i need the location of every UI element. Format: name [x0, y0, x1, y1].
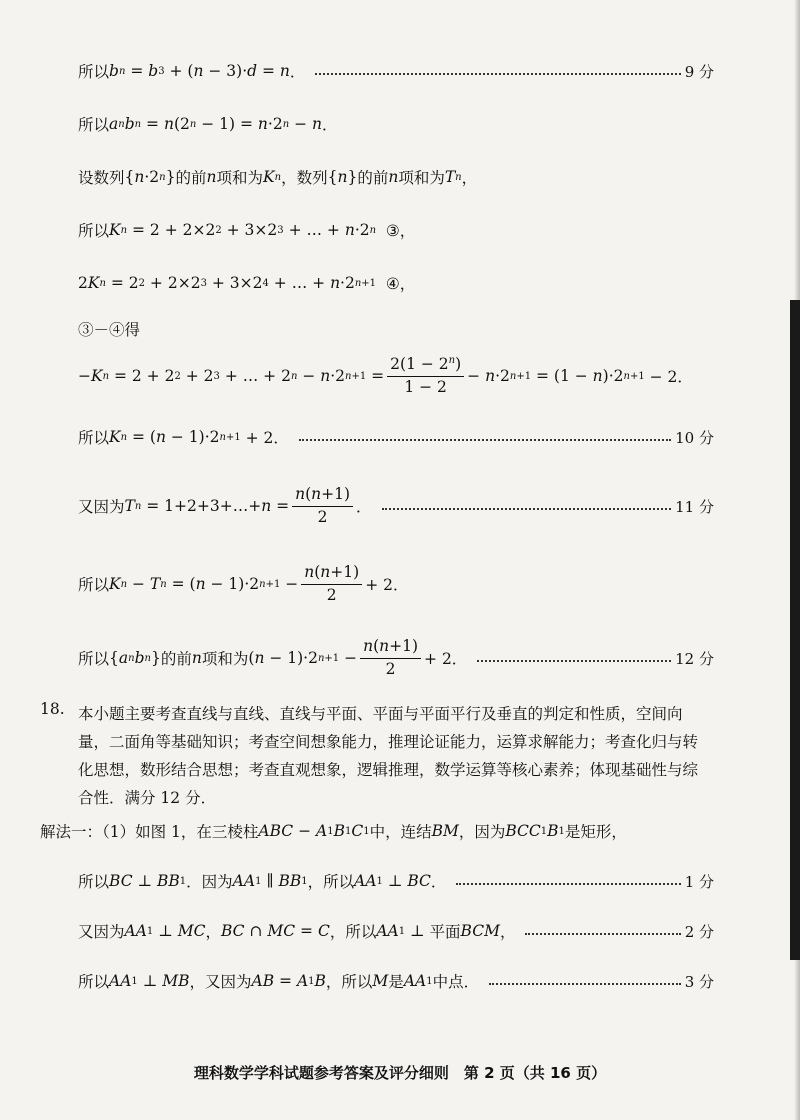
- score-12: 12 分: [675, 649, 714, 668]
- scan-edge: [790, 300, 800, 960]
- dot-leader: [382, 508, 672, 510]
- dot-leader: [525, 933, 680, 935]
- eq-final-sum: 所以 { a n b n } 的前 n 项和为 ( n − 1)·2 n+1 − $\frac{n(n+1)}{2}$ + 2． 12 分: [78, 636, 714, 678]
- fraction: $\frac{n(n+1)}{2}$: [360, 638, 421, 679]
- solution-intro: 解法一：（1）如图 1，在三棱柱 ABC − A 1 B 1 C 1 中，连结 BM ，因为 BCC 1 B 1 是矩形，: [40, 822, 627, 841]
- eq-2kn: 2 K n = 2 2 + 2×2 3 + 3×2 4 + … + n ·2 n+1 ④，: [78, 274, 416, 293]
- eq-kn-result: 所以 K n = ( n − 1)·2 n+1 + 2． 10 分: [78, 428, 714, 447]
- score-3: 3 分: [684, 972, 714, 991]
- dot-leader: [477, 660, 671, 662]
- score-1: 1 分: [684, 872, 714, 891]
- score-9: 9 分: [684, 62, 714, 81]
- score-10: 10 分: [675, 428, 714, 447]
- page-footer: 理科数学学科试题参考答案及评分细则 第 2 页（共 16 页）: [193, 1064, 607, 1082]
- solution-step-2: 又因为 AA 1 ⊥ MC ， BC ∩ MC = C ，所以 AA 1 ⊥ 平面 BCM ， 2 分: [78, 922, 714, 941]
- eq-neg-kn: − K n = 2 + 2 2 + 2 3 + … + 2 n − n ·2 n+1 = $\frac{2(1 - 2^n)}{1 - 2}$ − n ·2 n+1 = (1 − n )·2 n+1 − 2．: [78, 355, 693, 397]
- eq-kn: 所以 K n = 2 + 2×2 2 + 3×2 3 + … + n ·2 n ③，: [78, 221, 416, 240]
- fraction: $\frac{n(n+1)}{2}$: [301, 564, 362, 605]
- solution-step-1: 所以 BC ⊥ BB 1 ．因为 AA 1 ∥ BB 1 ，所以 AA 1 ⊥ BC ． 1 分: [78, 872, 714, 891]
- eq-kn-minus-tn: 所以 K n − T n = ( n − 1)·2 n+1 − $\frac{n(n+1)}{2}$ + 2．: [78, 562, 409, 604]
- q18-intro: 本小题主要考查直线与直线、直线与平面、平面与平面平行及垂直的判定和性质，空间向量，二面角等基础知识；考查空间想象能力，推理论证能力，运算求解能力；考查化归与转化思想，数形结合思想；考查直观想象，逻辑推理，数学运算等核心素养；体现基础性与综合性．满分 12 分．: [78, 705, 699, 807]
- fraction: $\frac{2(1 - 2^n)}{1 - 2}$: [387, 355, 464, 397]
- eq-tn: 又因为 T n = 1+2+3+…+ n = $\frac{n(n+1)}{2}$ ． 11 分: [78, 484, 714, 526]
- q18-block: [0, 700, 800, 810]
- subtract-note: ③－④得: [78, 321, 141, 339]
- question-number: 18.: [40, 700, 65, 718]
- define-sums: 设数列 { n ·2 n } 的前 n 项和为 K n ，数列 { n } 的前 n 项和为 T n ，: [78, 168, 478, 187]
- eq-bn: 所以 b n = b 3 + ( n − 3)· d = n ． 9 分: [78, 62, 714, 81]
- dot-leader: [489, 983, 681, 985]
- solution-step-3: 所以 AA 1 ⊥ MB ，又因为 AB = A 1 B ，所以 M 是 AA 1 中点． 3 分: [78, 972, 714, 991]
- score-2: 2 分: [684, 922, 714, 941]
- eq-anbn: 所以 a n b n = n (2 n − 1) = n ·2 n − n ．: [78, 115, 338, 134]
- fraction: $\frac{n(n+1)}{2}$: [292, 486, 353, 527]
- score-11: 11 分: [675, 497, 714, 516]
- dot-leader: [456, 883, 680, 885]
- dot-leader: [315, 73, 680, 75]
- dot-leader: [299, 439, 671, 441]
